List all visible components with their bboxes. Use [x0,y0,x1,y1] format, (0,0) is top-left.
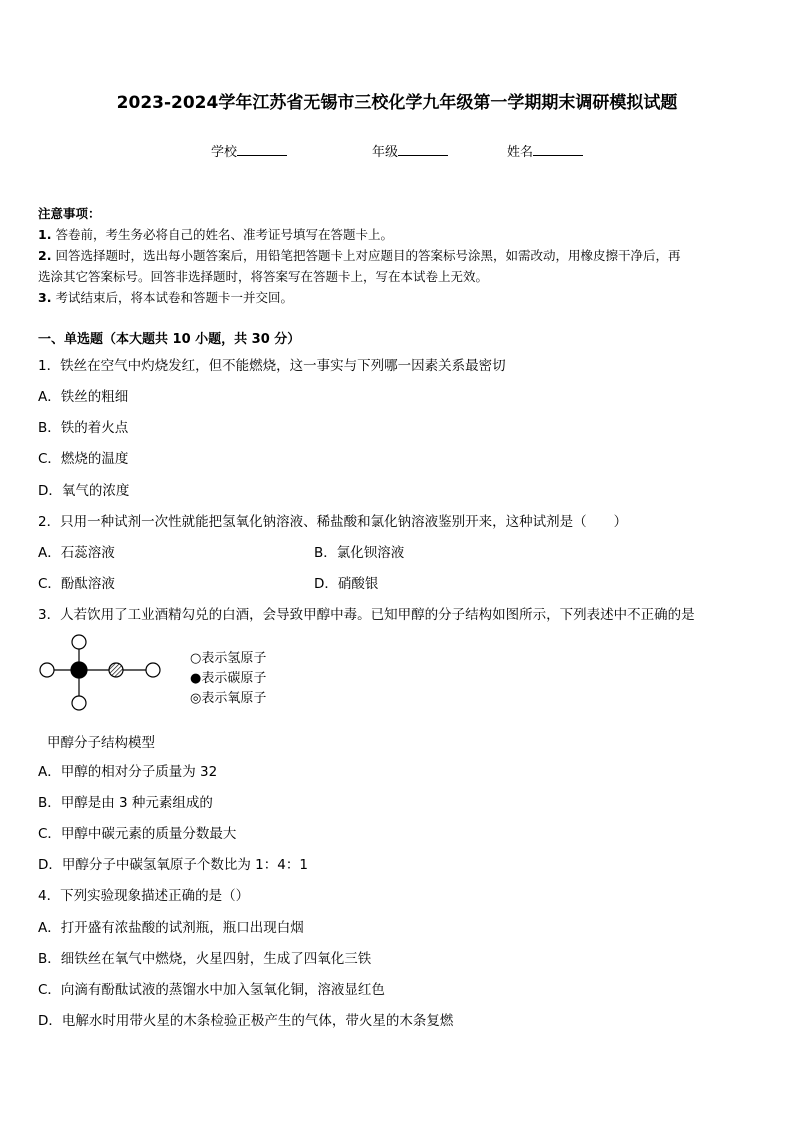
note-2-cont: 选涂其它答案标号。回答非选择题时，将答案写在答题卡上，写在本试卷上无效。 [38,269,489,284]
q2-option-d: D．硝酸银 [314,576,379,592]
grade-label: 年级 [372,145,399,160]
note-3: 3. 考试结束后，将本试卷和答题卡一并交回。 [38,290,293,305]
q1-stem: 1．铁丝在空气中灼烧发红，但不能燃烧，这一事实与下列哪一因素关系最密切 [38,358,506,374]
q2-stem: 2．只用一种试剂一次性就能把氢氧化钠溶液、稀盐酸和氯化钠溶液鉴别开来，这种试剂是（ ） [38,514,628,530]
oxygen-atom [109,663,123,677]
name-label: 姓名 [507,145,534,160]
notes-heading: 注意事项： [38,206,101,221]
school-blank [237,143,287,156]
methanol-molecule-diagram [36,632,166,714]
grade-blank [398,143,448,156]
q2-option-b: B．氯化钡溶液 [314,545,405,561]
note-1: 1. 答卷前，考生务必将自己的姓名、准考证号填写在答题卡上。 [38,227,393,242]
q1-option-a: A．铁丝的粗细 [38,389,129,405]
grade-field [372,141,448,160]
q3-stem: 3．人若饮用了工业酒精勾兑的白酒，会导致甲醇中毒。已知甲醇的分子结构如图所示，下列表述中不正确的是 [38,607,695,623]
page-title: 2023-2024学年江苏省无锡市三校化学九年级第一学期期末调研模拟试题 [116,93,678,113]
school-label: 学校 [211,145,238,160]
q4-stem: 4．下列实验现象描述正确的是（） [38,888,250,904]
q4-option-c: C．向滴有酚酞试液的蒸馏水中加入氢氧化铜，溶液显红色 [38,982,385,998]
q3-figure-caption: 甲醇分子结构模型 [47,735,155,751]
q1-option-b: B．铁的着火点 [38,420,129,436]
legend-oxygen: ◎表示氧原子 [190,691,267,706]
hydrogen-atom-left [40,663,54,677]
q3-option-a: A．甲醇的相对分子质量为 32 [38,764,218,780]
hydrogen-atom-right [146,663,160,677]
q2-option-a: A．石蕊溶液 [38,545,115,561]
q4-option-a: A．打开盛有浓盐酸的试剂瓶，瓶口出现白烟 [38,920,304,936]
q2-option-c: C．酚酞溶液 [38,576,115,592]
hydrogen-atom-top [72,635,86,649]
q3-option-d: D．甲醇分子中碳氢氧原子个数比为 1：4：1 [38,857,308,873]
q3-option-c: C．甲醇中碳元素的质量分数最大 [38,826,237,842]
q4-option-d: D．电解水时用带火星的木条检验正极产生的气体，带火星的木条复燃 [38,1013,454,1029]
section-heading: 一、单选题（本大题共 10 小题，共 30 分） [38,332,301,347]
q4-option-b: B．细铁丝在氧气中燃烧，火星四射，生成了四氧化三铁 [38,951,372,967]
legend-hydrogen: ○表示氢原子 [190,651,267,666]
q3-option-b: B．甲醇是由 3 种元素组成的 [38,795,213,811]
q1-option-c: C．燃烧的温度 [38,451,129,467]
note-2: 2. 回答选择题时，选出每小题答案后，用铅笔把答题卡上对应题目的答案标号涂黑，如需改动，用橡皮擦干净后，再 [38,248,681,263]
carbon-atom [71,662,87,678]
q1-option-d: D．氧气的浓度 [38,483,130,499]
name-field [507,141,583,160]
legend-carbon: ●表示碳原子 [190,671,267,686]
school-field [211,141,287,160]
name-blank [533,143,583,156]
hydrogen-atom-bottom [72,696,86,710]
